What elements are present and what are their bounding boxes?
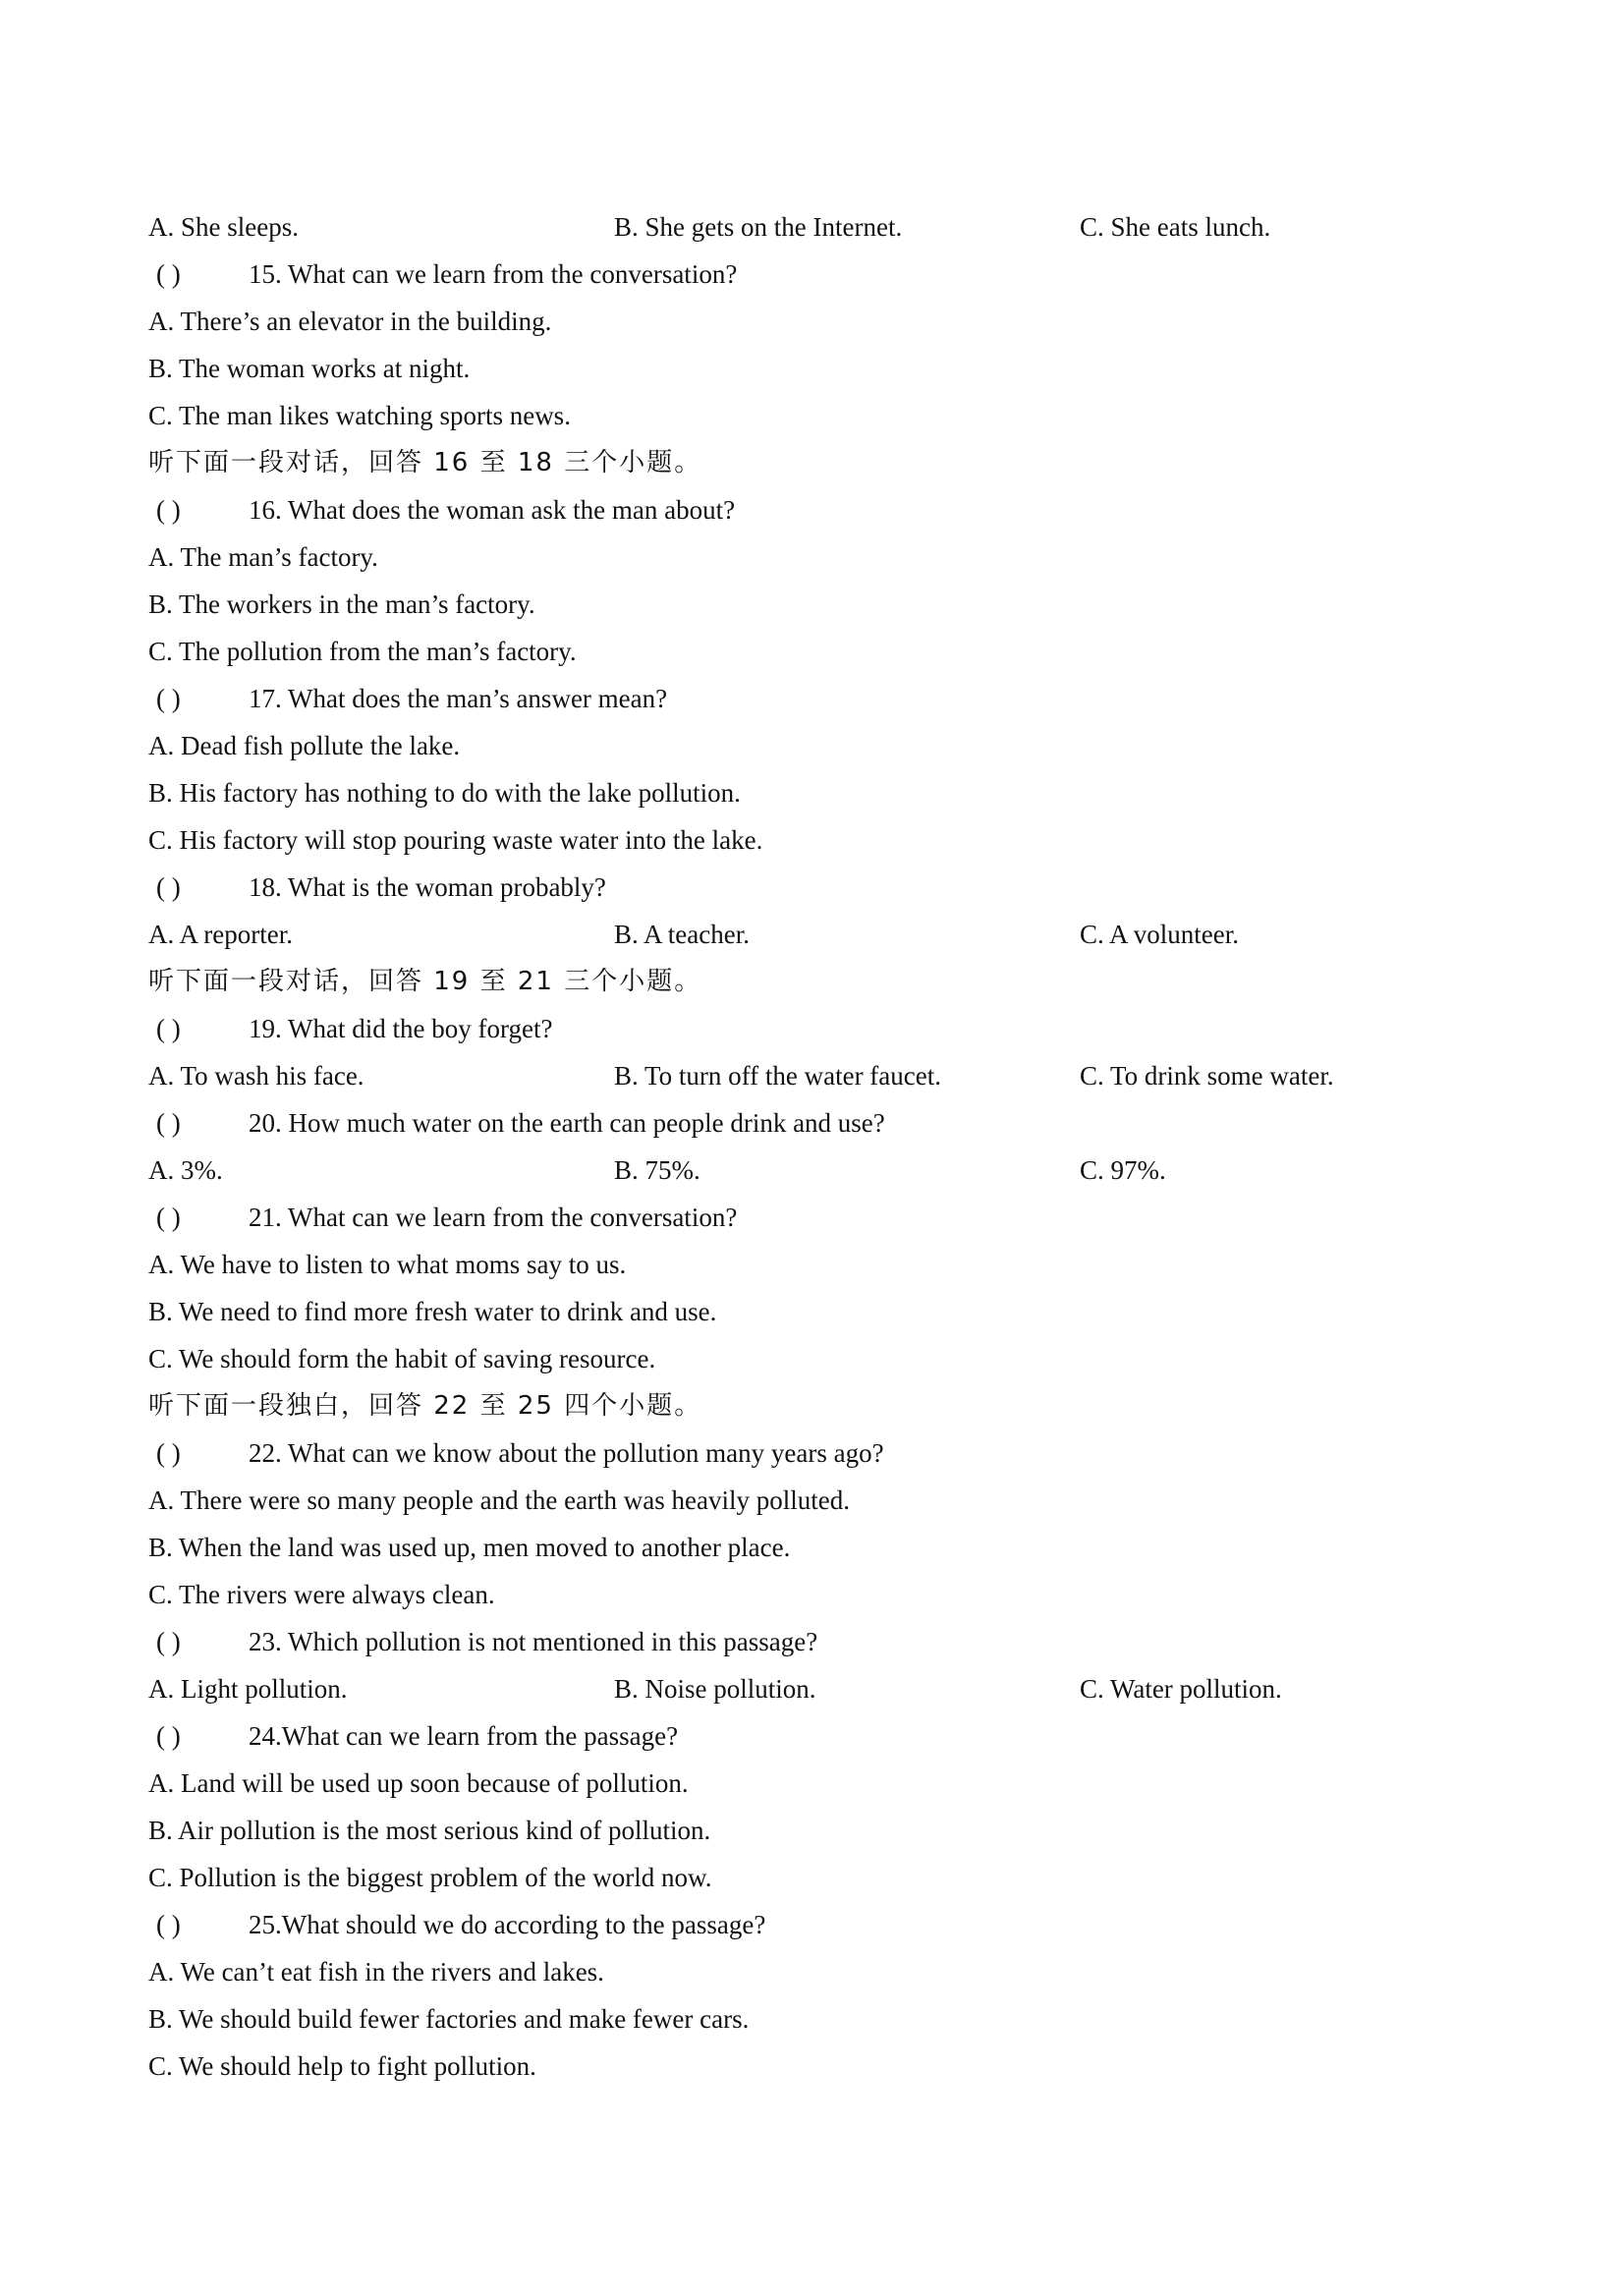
answer-option xyxy=(148,1760,1504,1807)
answer-options-row xyxy=(148,1665,1504,1712)
answer-option xyxy=(148,816,1504,864)
section-instruction xyxy=(148,1382,1504,1429)
option-text: B. We need to find more fresh water to drink and use. xyxy=(148,1297,717,1326)
answer-option-a: A. A reporter. xyxy=(148,920,293,949)
question-text: 24.What can we learn from the passage? xyxy=(249,1721,679,1751)
answer-option xyxy=(148,1288,1504,1335)
option-text: C. The pollution from the man’s factory. xyxy=(148,637,577,666)
option-text: B. When the land was used up, men moved to another place. xyxy=(148,1533,791,1562)
answer-blank: ( ) xyxy=(156,872,181,902)
answer-option xyxy=(148,2043,1504,2090)
question-text: 18. What is the woman probably? xyxy=(249,872,606,902)
option-text: A. We have to listen to what moms say to us. xyxy=(148,1250,627,1279)
option-text: C. The rivers were always clean. xyxy=(148,1580,495,1609)
question-text: 20. How much water on the earth can people drink and use? xyxy=(249,1108,885,1138)
answer-option-b: B. 75%. xyxy=(614,1155,700,1185)
answer-option xyxy=(148,1524,1504,1571)
answer-option-b: B. To turn off the water faucet. xyxy=(614,1061,942,1091)
answer-option xyxy=(148,722,1504,769)
answer-option-c: C. To drink some water. xyxy=(1080,1061,1334,1091)
answer-option xyxy=(148,1241,1504,1288)
question-line xyxy=(148,1005,1504,1052)
instruction-text: 听下面一段独白，回答 22 至 25 四个小题。 xyxy=(148,1391,702,1421)
question-text: 16. What does the woman ask the man about? xyxy=(249,495,736,525)
exam-content xyxy=(148,203,1504,2090)
option-text: B. The workers in the man’s factory. xyxy=(148,589,535,619)
option-text: A. There’s an elevator in the building. xyxy=(148,307,552,336)
answer-option xyxy=(148,345,1504,392)
option-text: B. The woman works at night. xyxy=(148,354,471,383)
answer-option xyxy=(148,298,1504,345)
answer-option xyxy=(148,628,1504,675)
answer-options-row xyxy=(148,1052,1504,1099)
answer-blank: ( ) xyxy=(156,259,181,289)
option-text: A. There were so many people and the earth was heavily polluted. xyxy=(148,1485,851,1515)
option-text: B. We should build fewer factories and make fewer cars. xyxy=(148,2004,750,2034)
answer-blank: ( ) xyxy=(156,1721,181,1751)
option-text: A. Dead fish pollute the lake. xyxy=(148,731,461,760)
option-text: B. Air pollution is the most serious kind of pollution. xyxy=(148,1816,711,1845)
question-line xyxy=(148,1099,1504,1147)
question-text: 15. What can we learn from the conversation? xyxy=(249,259,738,289)
question-text: 21. What can we learn from the conversation? xyxy=(249,1203,738,1232)
question-text: 25.What should we do according to the passage? xyxy=(249,1910,766,1939)
answer-option-b: B. A teacher. xyxy=(614,920,750,949)
instruction-text: 听下面一段对话，回答 19 至 21 三个小题。 xyxy=(148,967,702,996)
question-line xyxy=(148,251,1504,298)
option-text: C. The man likes watching sports news. xyxy=(148,401,571,430)
question-line xyxy=(148,1194,1504,1241)
answer-option xyxy=(148,581,1504,628)
section-instruction xyxy=(148,958,1504,1005)
answer-option-a: A. Light pollution. xyxy=(148,1674,348,1704)
option-text: A. The man’s factory. xyxy=(148,542,378,572)
answer-option xyxy=(148,769,1504,816)
question-line xyxy=(148,1901,1504,1948)
answer-option xyxy=(148,1995,1504,2043)
answer-blank: ( ) xyxy=(156,1203,181,1232)
answer-option xyxy=(148,1948,1504,1995)
question-line xyxy=(148,1618,1504,1665)
question-line xyxy=(148,864,1504,911)
answer-option-b: B. She gets on the Internet. xyxy=(614,212,903,242)
question-text: 19. What did the boy forget? xyxy=(249,1014,553,1043)
answer-option xyxy=(148,1807,1504,1854)
question-text: 23. Which pollution is not mentioned in this passage? xyxy=(249,1627,818,1656)
answer-blank: ( ) xyxy=(156,684,181,713)
answer-option xyxy=(148,1571,1504,1618)
option-text: C. His factory will stop pouring waste water into the lake. xyxy=(148,825,763,855)
answer-option-c: C. 97%. xyxy=(1080,1155,1166,1185)
answer-blank: ( ) xyxy=(156,1108,181,1138)
answer-blank: ( ) xyxy=(156,1014,181,1043)
option-text: B. His factory has nothing to do with the lake pollution. xyxy=(148,778,741,808)
answer-blank: ( ) xyxy=(156,495,181,525)
answer-options-row xyxy=(148,911,1504,958)
option-text: A. Land will be used up soon because of pollution. xyxy=(148,1768,689,1798)
option-text: C. Pollution is the biggest problem of the world now. xyxy=(148,1863,712,1892)
option-text: C. We should help to fight pollution. xyxy=(148,2051,536,2081)
answer-options-row xyxy=(148,1147,1504,1194)
question-line xyxy=(148,1429,1504,1477)
answer-option-c: C. A volunteer. xyxy=(1080,920,1239,949)
answer-option xyxy=(148,1335,1504,1382)
answer-option-a: A. To wash his face. xyxy=(148,1061,364,1091)
answer-blank: ( ) xyxy=(156,1627,181,1656)
section-instruction xyxy=(148,439,1504,486)
answer-option xyxy=(148,392,1504,439)
option-text: A. We can’t eat fish in the rivers and lakes. xyxy=(148,1957,604,1987)
question-line xyxy=(148,486,1504,533)
answer-option-a: A. She sleeps. xyxy=(148,212,299,242)
question-line xyxy=(148,1712,1504,1760)
instruction-text: 听下面一段对话，回答 16 至 18 三个小题。 xyxy=(148,448,702,477)
question-text: 22. What can we know about the pollution many years ago? xyxy=(249,1438,884,1468)
answer-blank: ( ) xyxy=(156,1438,181,1468)
answer-option-a: A. 3%. xyxy=(148,1155,223,1185)
answer-option xyxy=(148,1854,1504,1901)
answer-option-c: C. Water pollution. xyxy=(1080,1674,1282,1704)
question-line xyxy=(148,675,1504,722)
question-text: 17. What does the man’s answer mean? xyxy=(249,684,668,713)
answer-option-b: B. Noise pollution. xyxy=(614,1674,816,1704)
answer-option-c: C. She eats lunch. xyxy=(1080,212,1271,242)
option-text: C. We should form the habit of saving resource. xyxy=(148,1344,656,1373)
answer-option xyxy=(148,533,1504,581)
answer-options-row xyxy=(148,203,1504,251)
answer-option xyxy=(148,1477,1504,1524)
answer-blank: ( ) xyxy=(156,1910,181,1939)
